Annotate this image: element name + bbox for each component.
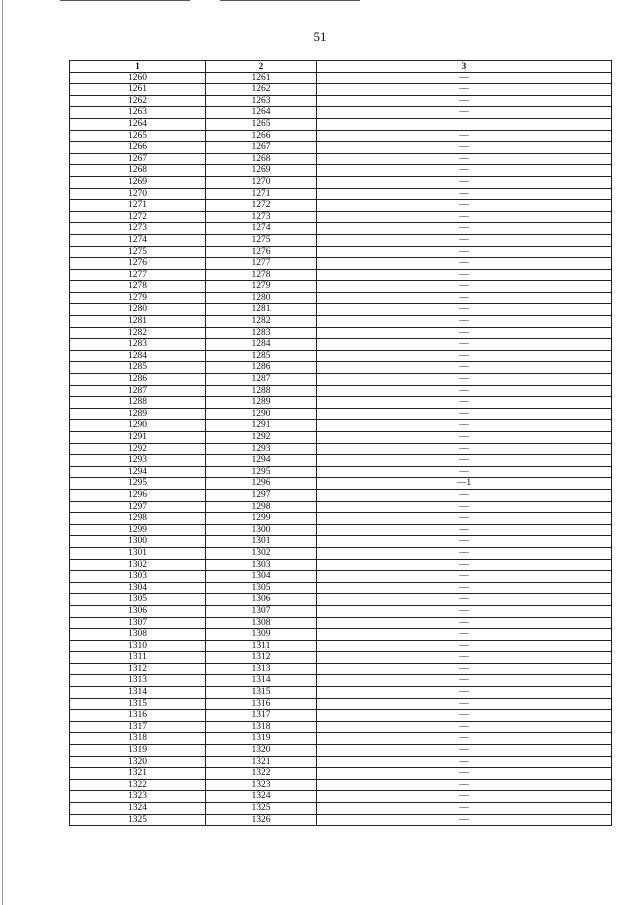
table-cell-col2: 1269 [206,165,317,177]
table-row [70,663,612,675]
table-cell-col3: — [317,710,612,722]
table-cell-col1: 1287 [70,385,206,397]
table-cell-col2: 1314 [206,675,317,687]
table-row [70,756,612,768]
table-cell-col2: 1262 [206,84,317,96]
table-row [70,594,612,606]
table-cell-col2: 1291 [206,420,317,432]
table-cell-col3: — [317,466,612,478]
table-cell-col2: 1272 [206,200,317,212]
table-cell-col2: 1311 [206,640,317,652]
table-cell-col2: 1271 [206,188,317,200]
table-row [70,304,612,316]
table-cell-col2: 1279 [206,281,317,293]
table-row [70,768,612,780]
table-cell-col3: — [317,95,612,107]
table-cell-col3: — [317,258,612,270]
table-cell-col3: — [317,188,612,200]
table-cell-col3: — [317,536,612,548]
table-cell-col2: 1284 [206,339,317,351]
table-cell-col2: 1306 [206,594,317,606]
table-row [70,130,612,142]
table-row [70,455,612,467]
table-row [70,605,612,617]
table-cell-col3: — [317,663,612,675]
table-cell-col1: 1279 [70,292,206,304]
table-row [70,571,612,583]
table-row [70,281,612,293]
table-header-row [70,61,612,73]
table-cell-col2: 1283 [206,327,317,339]
table-cell-col3: — [317,513,612,525]
table-cell-col2: 1323 [206,779,317,791]
table-cell-col2: 1270 [206,176,317,188]
table-cell-col1: 1299 [70,524,206,536]
table-row [70,420,612,432]
table-cell-col2: 1312 [206,652,317,664]
table-cell-col1: 1281 [70,316,206,328]
table-row [70,687,612,699]
table-cell-col3: — [317,745,612,757]
table-cell-col3: — [317,756,612,768]
table-cell-col3: — [317,350,612,362]
table-row [70,432,612,444]
table-cell-col2: 1305 [206,582,317,594]
table-cell-col1: 1267 [70,153,206,165]
table-row [70,72,612,84]
table-cell-col2: 1318 [206,721,317,733]
table-row [70,176,612,188]
table-cell-col1: 1290 [70,420,206,432]
table-cell-col2: 1299 [206,513,317,525]
table-cell-col3: — [317,698,612,710]
table-cell-col1: 1278 [70,281,206,293]
table-cell-col3: — [317,385,612,397]
table-cell-col3: — [317,84,612,96]
table-cell-col2: 1276 [206,246,317,258]
table-cell-col2: 1295 [206,466,317,478]
column-header-1: 1 [70,61,206,73]
table-row [70,118,612,130]
table-cell-col3: — [317,803,612,815]
table-cell-col1: 1284 [70,350,206,362]
table-row [70,617,612,629]
table-cell-col1: 1296 [70,489,206,501]
table-cell-col3: — [317,814,612,826]
table-row [70,188,612,200]
table-cell-col3: — [317,791,612,803]
table-cell-col2: 1315 [206,687,317,699]
table-cell-col1: 1282 [70,327,206,339]
table-cell-col3: — [317,489,612,501]
table-row [70,629,612,641]
table-cell-col3: — [317,640,612,652]
table-cell-col1: 1322 [70,779,206,791]
table-row [70,350,612,362]
table-cell-col1: 1301 [70,547,206,559]
table-cell-col3: — [317,455,612,467]
table-cell-col1: 1315 [70,698,206,710]
table-row [70,211,612,223]
table-row [70,223,612,235]
table-row [70,246,612,258]
table-cell-col1: 1298 [70,513,206,525]
table-cell-col2: 1325 [206,803,317,815]
table-row [70,292,612,304]
table-row [70,478,612,490]
table-cell-col1: 1295 [70,478,206,490]
table-row [70,814,612,826]
table-cell-col2: 1292 [206,432,317,444]
table-cell-col3: — [317,223,612,235]
table-cell-col2: 1282 [206,316,317,328]
table-cell-col3: — [317,200,612,212]
table-cell-col1: 1289 [70,408,206,420]
table-cell-col1: 1262 [70,95,206,107]
table-cell-col3: — [317,281,612,293]
table-cell-col1: 1268 [70,165,206,177]
table-row [70,489,612,501]
table-cell-col1: 1311 [70,652,206,664]
table-cell-col1: 1318 [70,733,206,745]
scan-artifact-left-edge [2,0,3,905]
table-cell-col2: 1302 [206,547,317,559]
table-row [70,745,612,757]
table-cell-col1: 1303 [70,571,206,583]
table-row [70,524,612,536]
table-cell-col3: — [317,339,612,351]
table-cell-col1: 1321 [70,768,206,780]
table-cell-col1: 1285 [70,362,206,374]
table-cell-col3: — [317,107,612,119]
table-row [70,791,612,803]
table-cell-col2: 1297 [206,489,317,501]
table-cell-col3: — [317,130,612,142]
table-cell-col3: — [317,443,612,455]
table-row [70,803,612,815]
table-cell-col1: 1294 [70,466,206,478]
table-cell-col3: — [317,617,612,629]
table-cell-col3: — [317,72,612,84]
table-cell-col1: 1305 [70,594,206,606]
table-row [70,466,612,478]
table-cell-col1: 1276 [70,258,206,270]
table-cell-col3: — [317,292,612,304]
table-cell-col1: 1302 [70,559,206,571]
table-cell-col1: 1300 [70,536,206,548]
table-cell-col3: — [317,501,612,513]
table-row [70,316,612,328]
table-cell-col2: 1273 [206,211,317,223]
table-cell-col2: 1296 [206,478,317,490]
column-header-3: 3 [317,61,612,73]
table-cell-col1: 1317 [70,721,206,733]
table-row [70,269,612,281]
table-cell-col1: 1260 [70,72,206,84]
table-row [70,443,612,455]
page-number: 51 [313,29,327,44]
table-cell-col1: 1263 [70,107,206,119]
table-cell-col1: 1291 [70,432,206,444]
table-cell-col2: 1294 [206,455,317,467]
table-cell-col3: — [317,547,612,559]
table-row [70,339,612,351]
table-cell-col1: 1266 [70,142,206,154]
table-row [70,234,612,246]
table-cell-col3: — [317,721,612,733]
table-cell-col2: 1263 [206,95,317,107]
table-cell-col1: 1323 [70,791,206,803]
table-row [70,408,612,420]
table-cell-col2: 1286 [206,362,317,374]
table-cell-col2: 1301 [206,536,317,548]
table-cell-col2: 1316 [206,698,317,710]
table-row [70,95,612,107]
table-row [70,200,612,212]
table-cell-col1: 1293 [70,455,206,467]
table-cell-col1: 1269 [70,176,206,188]
table-cell-col3: — [317,142,612,154]
table-cell-col1: 1261 [70,84,206,96]
table-cell-col1: 1288 [70,397,206,409]
table-cell-col1: 1271 [70,200,206,212]
table-cell-col3: — [317,432,612,444]
table-cell-col3: — [317,559,612,571]
table-cell-col3: — [317,304,612,316]
table-cell-col2: 1309 [206,629,317,641]
table-cell-col2: 1319 [206,733,317,745]
table-row [70,142,612,154]
table-cell-col1: 1313 [70,675,206,687]
scan-artifact-top-left [60,0,190,1]
table-cell-col2: 1278 [206,269,317,281]
table-cell-col1: 1307 [70,617,206,629]
table-cell-col3: — [317,594,612,606]
table-cell-col2: 1275 [206,234,317,246]
table-cell-col1: 1319 [70,745,206,757]
table-cell-col3: — [317,779,612,791]
table-row [70,385,612,397]
table-cell-col2: 1300 [206,524,317,536]
table-row [70,733,612,745]
table-cell-col2: 1298 [206,501,317,513]
table-cell-col1: 1272 [70,211,206,223]
table-cell-col3: — [317,246,612,258]
table-cell-col2: 1293 [206,443,317,455]
table-cell-col1: 1316 [70,710,206,722]
table-row [70,675,612,687]
table-cell-col2: 1288 [206,385,317,397]
table-cell-col2: 1320 [206,745,317,757]
table-cell-col1: 1275 [70,246,206,258]
table-cell-col3: — [317,733,612,745]
table-cell-col1: 1273 [70,223,206,235]
table-cell-col2: 1266 [206,130,317,142]
table-cell-col3: — [317,571,612,583]
table-cell-col3: — [317,605,612,617]
table-cell-col3: — [317,362,612,374]
table-row [70,547,612,559]
table-cell-col1: 1325 [70,814,206,826]
table-cell-col2: 1324 [206,791,317,803]
table-row [70,501,612,513]
table-cell-col3: — [317,582,612,594]
table-row [70,153,612,165]
table-row [70,397,612,409]
table-row [70,698,612,710]
table-cell-col3: — [317,269,612,281]
table-cell-col2: 1267 [206,142,317,154]
table-cell-col1: 1308 [70,629,206,641]
table-cell-col2: 1317 [206,710,317,722]
table-cell-col2: 1268 [206,153,317,165]
table-row [70,258,612,270]
table-row [70,652,612,664]
table-cell-col2: 1274 [206,223,317,235]
table-cell-col3: — [317,234,612,246]
table-body [70,72,612,826]
table-cell-col1: 1286 [70,374,206,386]
table-cell-col2: 1326 [206,814,317,826]
table-row [70,84,612,96]
table-row [70,779,612,791]
table-row [70,582,612,594]
scan-artifact-top-mid [220,0,360,1]
table-row [70,513,612,525]
table-row [70,327,612,339]
table-cell-col3: — [317,524,612,536]
table-cell-col2: 1285 [206,350,317,362]
table-cell-col1: 1280 [70,304,206,316]
table-row [70,536,612,548]
table-cell-col2: 1261 [206,72,317,84]
table-row [70,640,612,652]
table-cell-col1: 1274 [70,234,206,246]
table-row [70,374,612,386]
table-cell-col3 [317,118,612,130]
table-row [70,107,612,119]
table-cell-col1: 1265 [70,130,206,142]
table-cell-col2: 1307 [206,605,317,617]
table-row [70,721,612,733]
table-cell-col2: 1287 [206,374,317,386]
table-row [70,362,612,374]
table-cell-col3: — [317,327,612,339]
table-cell-col1: 1310 [70,640,206,652]
table-cell-col1: 1292 [70,443,206,455]
table-cell-col1: 1277 [70,269,206,281]
table-row [70,559,612,571]
table-cell-col2: 1280 [206,292,317,304]
table-cell-col2: 1303 [206,559,317,571]
table-cell-col1: 1297 [70,501,206,513]
table-cell-col2: 1289 [206,397,317,409]
table-cell-col1: 1283 [70,339,206,351]
table-cell-col3: — [317,153,612,165]
table-cell-col2: 1322 [206,768,317,780]
table-cell-col3: — [317,176,612,188]
table-cell-col3: — [317,629,612,641]
table-cell-col3: — [317,408,612,420]
table-cell-col3: — [317,768,612,780]
table-cell-col1: 1320 [70,756,206,768]
table-cell-col3: — [317,420,612,432]
table-cell-col3: — [317,165,612,177]
table-cell-col1: 1324 [70,803,206,815]
table-cell-col3: — [317,374,612,386]
table-row [70,165,612,177]
table-cell-col3: — [317,316,612,328]
table-cell-col2: 1321 [206,756,317,768]
data-table [69,60,612,826]
table-cell-col3: — [317,652,612,664]
table-cell-col2: 1308 [206,617,317,629]
table-cell-col3: —1 [317,478,612,490]
table-cell-col3: — [317,397,612,409]
table-cell-col2: 1281 [206,304,317,316]
column-header-2: 2 [206,61,317,73]
table-cell-col2: 1264 [206,107,317,119]
table-cell-col2: 1265 [206,118,317,130]
table-cell-col2: 1290 [206,408,317,420]
table-cell-col1: 1306 [70,605,206,617]
table-cell-col3: — [317,687,612,699]
table-cell-col1: 1312 [70,663,206,675]
table-cell-col3: — [317,211,612,223]
table-cell-col1: 1270 [70,188,206,200]
table-cell-col2: 1304 [206,571,317,583]
table-cell-col2: 1313 [206,663,317,675]
table-row [70,710,612,722]
table-cell-col1: 1314 [70,687,206,699]
table-cell-col1: 1264 [70,118,206,130]
table-cell-col1: 1304 [70,582,206,594]
table-cell-col2: 1277 [206,258,317,270]
table-cell-col3: — [317,675,612,687]
